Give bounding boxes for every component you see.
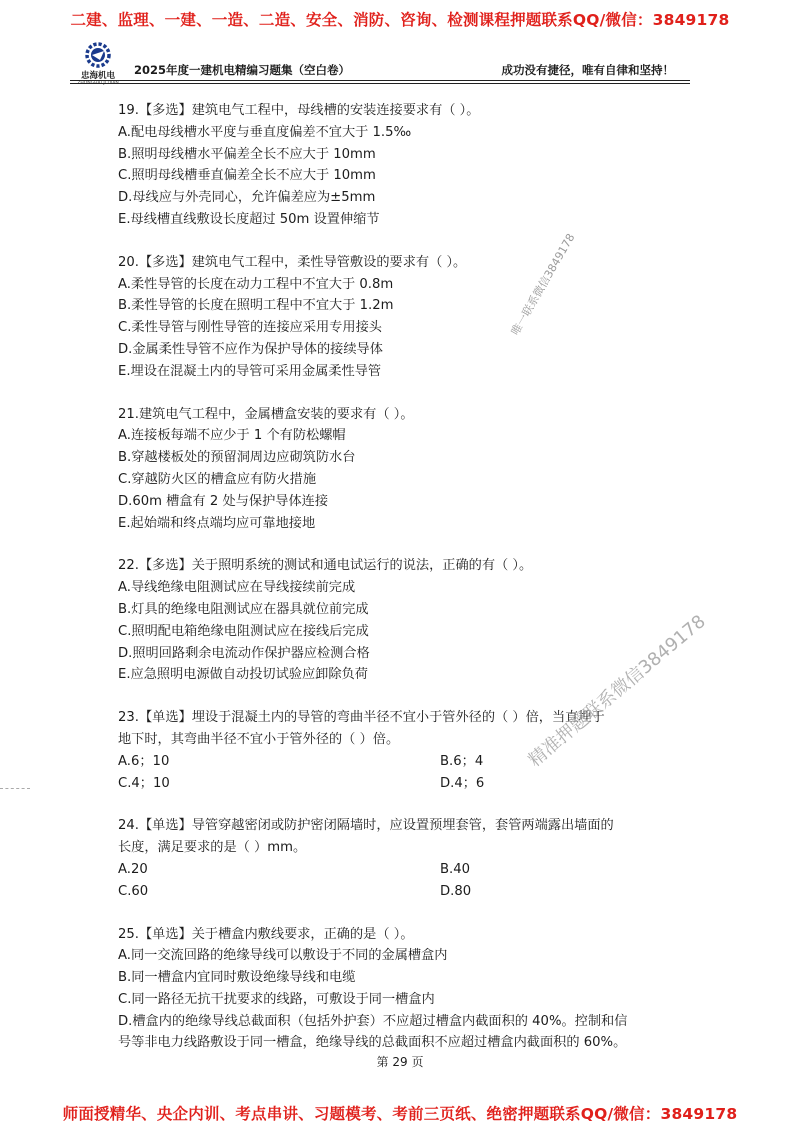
question-stem: 20.【多选】建筑电气工程中，柔性导管敷设的要求有（ ）。 [118, 254, 467, 270]
option-e: E.应急照明电源做自动投切试验应卸除负荷 [118, 667, 368, 683]
header-divider [70, 80, 690, 81]
option-b: B.照明母线槽水平偏差全长不应大于 10mm [118, 146, 376, 162]
logo-subtitle: ZHONGHAI JI DIAN [77, 81, 119, 86]
option-d: D.照明回路剩余电流动作保护器应检测合格 [118, 645, 370, 661]
question-stem: 19.【多选】建筑电气工程中，母线槽的安装连接要求有（ ）。 [118, 103, 480, 118]
option-e: E.起始端和终点端均应可靠地接地 [118, 515, 316, 531]
option-b: B.灯具的绝缘电阻测试应在器具就位前完成 [118, 601, 369, 617]
option-c: C.柔性导管与刚性导管的连接应采用专用接头 [118, 320, 382, 336]
option-b: B.40 [440, 861, 471, 877]
header-motto: 成功没有捷径，唯有自律和坚持！ [501, 63, 674, 77]
question-stem-continued: 地下时，其弯曲半径不宜小于管外径的（ ）倍。 [118, 731, 400, 747]
question-24 [118, 815, 703, 902]
option-b: B.6；4 [440, 753, 484, 769]
option-d: D.槽盒内的绝缘导线总截面积（包括外护套）不应超过槽盒内截面积的 40%。控制和信 [118, 1013, 628, 1029]
option-d: D.4；6 [440, 775, 485, 791]
question-stem: 25.【单选】关于槽盒内敷线要求，正确的是（ ）。 [118, 926, 414, 942]
question-20 [118, 252, 703, 383]
option-a: A.导线绝缘电阻测试应在导线接续前完成 [118, 580, 356, 596]
question-stem: 23.【单选】埋设于混凝土内的导管的弯曲半径不宜小于管外径的（ ）倍，当直埋于 [118, 710, 605, 726]
question-stem-continued: 长度，满足要求的是（ ）mm。 [118, 840, 307, 856]
gear-logo-icon [78, 40, 118, 70]
option-c: C.同一路径无抗干扰要求的线路，可敷设于同一槽盒内 [118, 991, 435, 1007]
option-c: C.照明母线槽垂直偏差全长不应大于 10mm [118, 168, 376, 184]
option-b: B.同一槽盒内宜同时敷设绝缘导线和电缆 [118, 970, 356, 986]
question-23 [118, 707, 703, 794]
option-d: D.母线应与外壳同心，允许偏差应为±5mm [118, 190, 376, 206]
question-stem: 24.【单选】导管穿越密闭或防护密闭隔墙时，应设置预埋套管，套管两端露出墙面的 [118, 818, 614, 834]
document-title: 2025年度一建机电精编习题集（空白卷） [134, 63, 351, 77]
option-c: C.4；10 [118, 775, 170, 791]
option-e: E.埋设在混凝土内的导管可采用金属柔性导管 [118, 363, 382, 379]
question-stem: 21.建筑电气工程中，金属槽盒安装的要求有（ ）。 [118, 406, 414, 422]
option-c: C.穿越防火区的槽盒应有防火措施 [118, 471, 317, 487]
option-a: A.柔性导管的长度在动力工程中不宜大于 0.8m [118, 276, 394, 292]
page-number: 第 29 页 [376, 1055, 424, 1069]
option-b: B.柔性导管的长度在照明工程中不宜大于 1.2m [118, 298, 394, 314]
option-d-continued: 号等非电力线路敷设于同一槽盒，绝缘导线的总截面积不应超过槽盒内截面积的 60%。 [118, 1035, 627, 1051]
watermark-contact: 唯一联系微信3849178 [508, 231, 578, 338]
option-d: D.金属柔性导管不应作为保护导体的接续导体 [118, 341, 383, 357]
option-c: C.照明配电箱绝缘电阻测试应在接线后完成 [118, 623, 369, 639]
option-e: E.母线槽直线敷设长度超过 50m 设置伸缩节 [118, 211, 380, 227]
option-a: A.20 [118, 861, 148, 877]
option-grid [118, 751, 703, 795]
logo-name: 忠海机电 [80, 71, 115, 81]
option-a: A.连接板每端不应少于 1 个有防松螺帽 [118, 428, 346, 444]
option-grid [118, 859, 703, 903]
option-a: A.配电母线槽水平度与垂直度偏差不宜大于 1.5‰ [118, 124, 412, 140]
header-divider-thin [70, 83, 690, 84]
question-25 [118, 924, 703, 1055]
option-d: D.80 [440, 883, 472, 899]
bottom-contact-banner: 师面授精华、央企内训、考点串讲、习题模考、考前三页纸、绝密押题联系QQ/微信：3849178 [62, 1105, 738, 1123]
option-a: A.6；10 [118, 753, 170, 769]
option-c: C.60 [118, 883, 149, 899]
question-22 [118, 555, 703, 686]
question-list [118, 100, 703, 1075]
question-stem: 22.【多选】关于照明系统的测试和通电试运行的说法，正确的有（ ）。 [118, 558, 533, 574]
question-19 [118, 100, 703, 231]
question-21 [118, 404, 703, 535]
option-b: B.穿越楼板处的预留洞周边应砌筑防水台 [118, 450, 356, 466]
option-a: A.同一交流回路的绝缘导线可以敷设于不同的金属槽盒内 [118, 948, 448, 964]
option-d: D.60m 槽盒有 2 处与保护导体连接 [118, 493, 329, 509]
watermark-contact-large: 精准押题联系微信3849178 [524, 610, 710, 772]
top-contact-banner: 二建、监理、一建、一造、二造、安全、消防、咨询、检测课程押题联系QQ/微信：3849178 [70, 11, 730, 29]
scan-edge-mark [0, 788, 30, 789]
